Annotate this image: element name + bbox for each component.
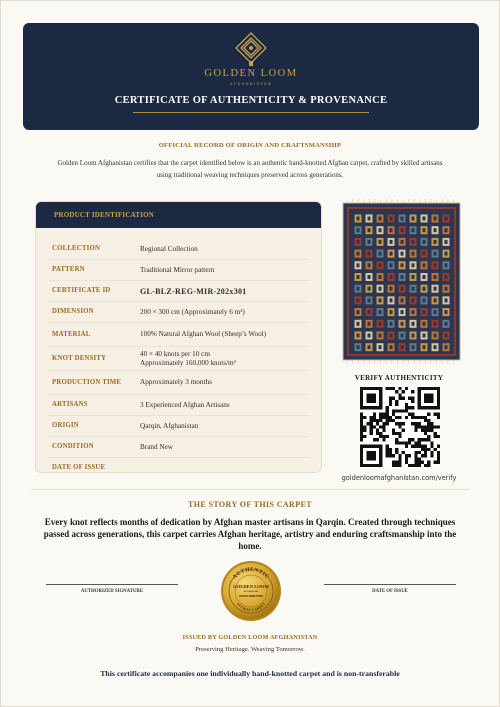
seal-bottom-text: AFGHAN CARPET xyxy=(235,601,267,613)
verify-authenticity-label: VERIFY AUTHENTICITY xyxy=(354,374,444,382)
gold-seal-icon xyxy=(219,559,283,628)
product-row xyxy=(48,395,309,416)
row-label: ORIGIN xyxy=(52,422,79,429)
certificate-title: CERTIFICATE OF AUTHENTICITY & PROVENANCE xyxy=(114,95,388,106)
carpet-image xyxy=(339,199,464,369)
intro-text: Golden Loom Afghanistan certifies that the carpet identified below is an authentic hand-knotted Afghan carpet, crafted by skilled artisans using traditional weaving techniques preserved across generations. xyxy=(57,159,443,179)
seal-center: HAND-KNOTTED xyxy=(239,595,263,598)
product-row xyxy=(48,302,309,323)
brand-name: GOLDEN LOOM xyxy=(204,68,298,79)
story-text: Every knot reflects months of dedication by Afghan master artisans in Qarqin. Created through techniques passed across generations, this carpet carries Afghan heritage, artistry and enduring craftsmanship into the home. xyxy=(43,517,457,551)
authorized-signature-label: AUTHORIZED SIGNATURE xyxy=(80,589,144,594)
row-value: Qarqin, Afghanistan xyxy=(140,421,199,430)
row-value: 100% Natural Afghan Wool (Sheep’s Wool) xyxy=(140,330,267,338)
product-row xyxy=(48,323,309,347)
product-row xyxy=(48,458,309,473)
product-identification-heading: PRODUCT IDENTIFICATION xyxy=(36,202,321,228)
seal-top-text: AUTHENTIC xyxy=(231,566,271,581)
motto: Preserving Heritage. Weaving Tomorrow. xyxy=(195,646,305,653)
row-label: MATERIAL xyxy=(52,330,91,338)
row-value: Brand New xyxy=(140,442,173,451)
story-title: THE STORY OF THIS CARPET xyxy=(187,500,312,509)
date-of-issue-label: DATE OF ISSUE xyxy=(372,589,408,594)
story-divider xyxy=(31,489,469,490)
row-label: PRODUCTION TIME xyxy=(52,378,122,386)
certificate-header xyxy=(23,23,479,130)
row-value: Traditional Mirror pattern xyxy=(140,265,215,274)
row-label: COLLECTION xyxy=(52,245,101,252)
row-label: DIMENSION xyxy=(52,308,94,315)
verify-url-link[interactable]: goldenloomafghanistan.com/verify xyxy=(341,474,457,482)
product-row xyxy=(48,281,309,302)
signature-line xyxy=(46,584,178,585)
product-details-list xyxy=(36,239,321,473)
row-label: PATTERN xyxy=(52,266,85,273)
row-label: CONDITION xyxy=(52,443,94,450)
seal-brand: GOLDEN LOOM xyxy=(233,584,269,589)
row-label: KNOT DENSITY xyxy=(52,354,107,362)
product-identification-panel xyxy=(35,201,322,473)
date-line xyxy=(324,584,456,585)
product-row xyxy=(48,347,309,371)
row-value: 40 × 40 knots per 10 cm Approximately 160,000 knots/m² xyxy=(140,349,236,367)
brand-subtitle: AFGHANISTAN xyxy=(229,82,273,86)
row-value: Approximately 3 months xyxy=(140,378,212,386)
row-value: 3 Experienced Afghan Artisans xyxy=(140,400,230,409)
row-value: Regional Collection xyxy=(140,244,198,253)
product-row xyxy=(48,260,309,281)
row-label: CERTIFICATE ID xyxy=(52,287,111,294)
seal-sub: AFGHANISTAN xyxy=(243,591,259,593)
official-record-heading: OFFICIAL RECORD OF ORIGIN AND CRAFTSMANSHIP xyxy=(158,142,342,149)
non-transferable-note: This certificate accompanies one individually hand-knotted carpet and is non-transferable xyxy=(100,669,400,678)
row-label: ARTISANS xyxy=(52,401,88,408)
row-value: 200 × 300 cm (Approximately 6 m²) xyxy=(140,307,245,316)
golden-loom-logo-icon xyxy=(23,31,479,67)
issued-by: ISSUED BY GOLDEN LOOM AFGHANISTAN xyxy=(182,634,318,641)
product-row xyxy=(48,437,309,458)
product-row xyxy=(48,371,309,395)
qr-code-icon[interactable] xyxy=(360,387,440,472)
row-value: GL-BLZ-REG-MIR-202x301 xyxy=(140,286,247,296)
row-label: DATE OF ISSUE xyxy=(52,464,106,471)
product-row xyxy=(48,416,309,437)
product-row xyxy=(48,239,309,260)
header-divider xyxy=(133,112,369,113)
